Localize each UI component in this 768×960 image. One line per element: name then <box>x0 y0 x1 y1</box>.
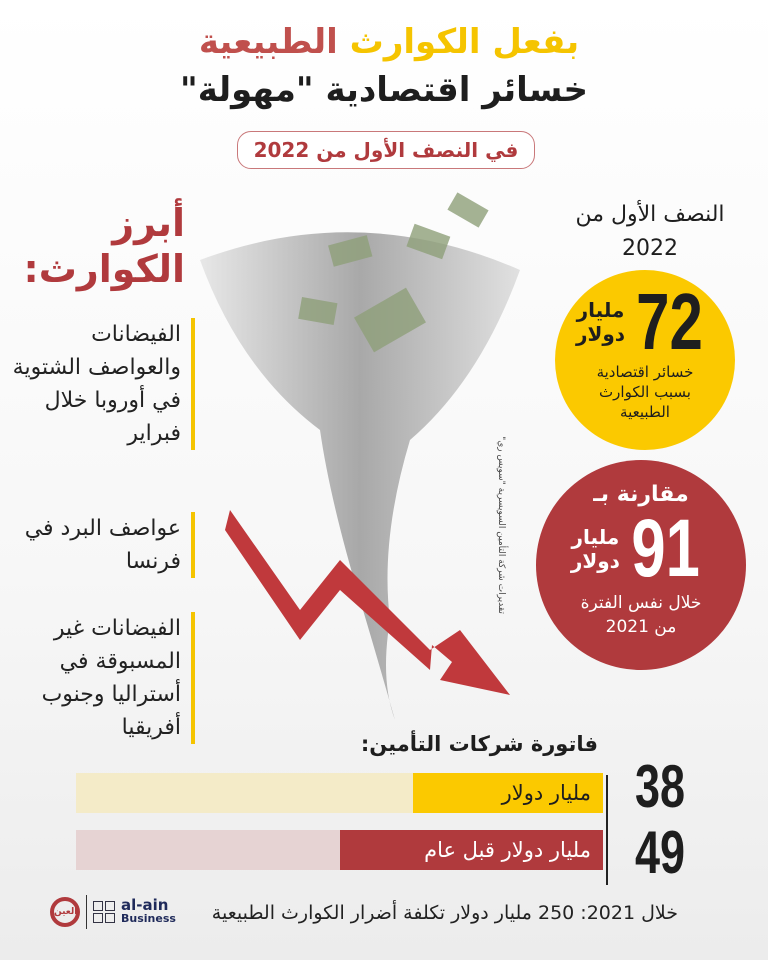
disasters-heading <box>5 200 185 292</box>
disaster-item: الفيضانات والعواصف الشتوية في أوروبا خلال فبراير <box>5 318 195 450</box>
bar-label: مليار دولار <box>501 781 591 805</box>
unit-line-1: مليار <box>571 525 620 549</box>
subtitle: خسائر اقتصادية "مهولة" <box>180 70 588 110</box>
youtube-icon <box>105 901 115 911</box>
title-line-1 <box>0 22 768 62</box>
brand-logo <box>50 895 176 929</box>
brand-name: al-ain <box>121 896 169 914</box>
caption-line: خلال نفس الفترة <box>580 593 702 613</box>
source-note-wrap <box>486 436 516 620</box>
period-pill: في النصف الأول من 2022 <box>237 131 535 169</box>
social-icons <box>93 901 115 923</box>
caption-line: بسبب الكوارث <box>599 383 691 401</box>
caption-line: من 2021 <box>605 617 677 637</box>
insurance-bar-current <box>413 773 603 813</box>
downtrend-arrow-icon <box>220 500 530 710</box>
unit-line-1: مليار <box>576 298 625 322</box>
caption-line: الطبيعية <box>620 403 670 421</box>
twitter-icon <box>93 913 103 923</box>
disaster-item: عواصف البرد في فرنسا <box>5 512 195 578</box>
footer-note: خلال 2021: 250 مليار دولار تكلفة أضرار الكوارث الطبيعية <box>211 902 678 924</box>
unit-line-2: دولار <box>575 322 626 346</box>
heading-line-1: أبرز <box>112 201 185 245</box>
divider <box>606 775 608 885</box>
disaster-item: الفيضانات غير المسبوقة في أستراليا وجنوب أفريقيا <box>5 612 195 744</box>
previous-loss-value: 91 <box>631 503 700 594</box>
heading-line-2: الكوارث: <box>23 247 185 291</box>
previous-loss-circle <box>536 460 746 670</box>
caption-line: خسائر اقتصادية <box>596 363 694 381</box>
insurance-value-current: 38 <box>634 753 686 820</box>
brand-sub: Business <box>121 912 176 925</box>
source-note: تقديرات شركة التأمين السويسرية "سويس ري" <box>496 436 506 614</box>
title-part-2: الطبيعية <box>198 22 338 62</box>
insurance-value-previous: 49 <box>634 819 686 886</box>
current-loss-circle <box>555 270 735 450</box>
alain-logo-icon: العين <box>50 897 80 927</box>
title-part-1: بفعل الكوارث <box>349 22 580 62</box>
comparison-prefix: مقارنة بـ <box>593 482 689 507</box>
insurance-heading: فاتورة شركات التأمين: <box>360 732 598 756</box>
stats-period <box>560 198 740 266</box>
period-line-1: النصف الأول من <box>575 202 725 227</box>
insurance-bar-previous <box>340 830 604 870</box>
period-line-2: 2022 <box>622 236 678 261</box>
instagram-icon <box>93 901 103 911</box>
facebook-icon <box>105 913 115 923</box>
unit-line-2: دولار <box>570 549 620 573</box>
bar-label: مليار دولار قبل عام <box>424 838 591 862</box>
current-loss-value: 72 <box>636 277 703 366</box>
